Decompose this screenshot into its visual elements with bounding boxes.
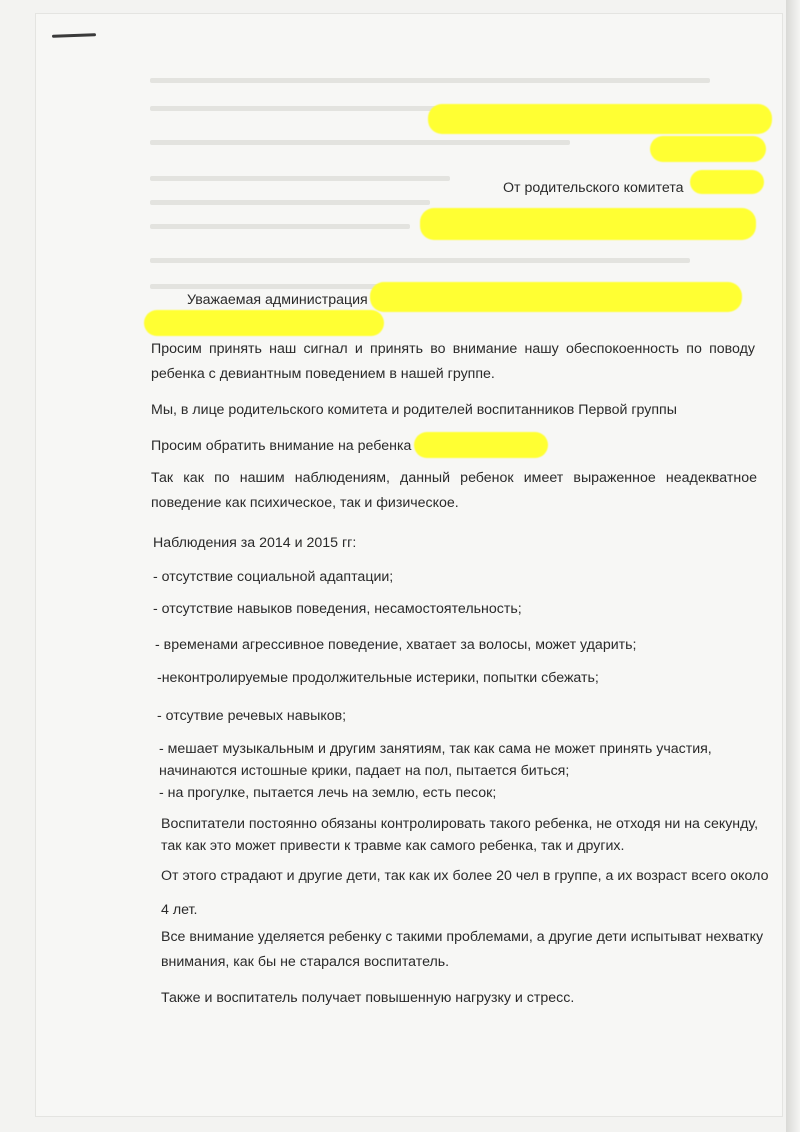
paragraph-1-line-2: ребенка с девиантным поведением в нашей группе. [151,366,495,382]
redaction-mark [420,208,756,240]
bleed-through [150,224,410,229]
list-item: - отсутвие речевых навыков; [157,708,347,724]
paragraph-2: Мы, в лице родительского комитета и родителей воспитанников Первой группы [151,402,677,418]
closing-1-line-1: Воспитатели постоянно обязаны контролировать такого ребенка, не отходя ни на секунду, [161,816,759,832]
observations-title: Наблюдения за 2014 и 2015 гг: [153,535,357,551]
redaction-mark [144,310,384,336]
list-item: -неконтролируемые продолжительные истерики, попытки сбежать; [157,670,599,686]
list-item: - отсутствие социальной адаптации; [153,569,394,585]
list-item: - мешает музыкальным и другим занятиям, так как сама не может принять участия, [159,741,712,757]
from-committee-line: От родительского комитета [503,180,684,196]
closing-1-line-2: так как это может привести к травме как самого ребенка, так и других. [161,838,625,854]
redaction-mark [370,282,742,312]
bleed-through [150,176,450,181]
redaction-mark [650,136,766,162]
redaction-mark [690,170,764,194]
redaction-mark [414,432,548,458]
scan-edge [786,0,800,1132]
paragraph-4-line-2: поведение как психическое, так и физическое. [151,495,459,511]
paragraph-4-line-1: Так как по нашим наблюдениям, данный ребенок имеет выраженное неадекватное [151,470,757,486]
closing-3-line-2: внимания, как бы не старался воспитатель. [161,954,450,970]
bleed-through [150,78,710,83]
closing-4: Также и воспитатель получает повышенную нагрузку и стресс. [161,990,575,1006]
redaction-mark [428,104,772,134]
closing-2-line-1: От этого страдают и другие дети, так как их более 20 чел в группе, а их возраст всего около [161,868,769,884]
list-item: - на прогулке, пытается лечь на землю, есть песок; [159,785,497,801]
closing-2-line-2: 4 лет. [161,902,198,918]
bleed-through [150,200,430,205]
salutation: Уважаемая администрация [187,292,368,308]
list-item: - отсутствие навыков поведения, несамостоятельность; [153,601,522,617]
paragraph-1-line-1: Просим принять наш сигнал и принять во внимание нашу обеспокоенность по поводу [151,341,755,357]
paragraph-3: Просим обратить внимание на ребенка [151,438,412,454]
bleed-through [150,140,570,145]
closing-3-line-1: Все внимание уделяется ребенку с такими проблемами, а другие дети испытыват нехватку [161,929,764,945]
list-item-continuation: начинаются истошные крики, падает на пол, пытается биться; [159,763,570,779]
list-item: - временами агрессивное поведение, хватает за волосы, может ударить; [155,637,637,653]
bleed-through [150,258,690,263]
